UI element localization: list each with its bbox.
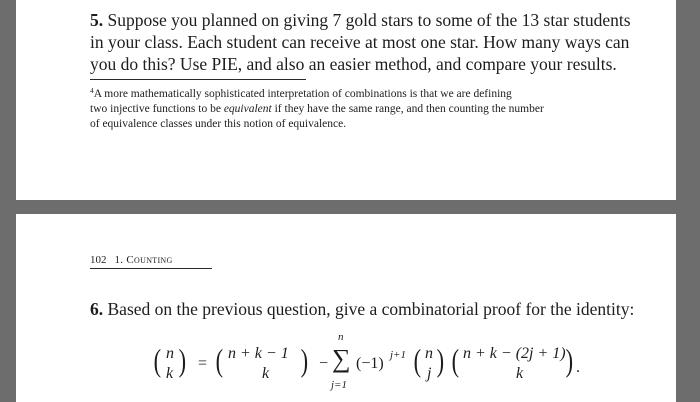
binom-bottom: k xyxy=(262,365,270,382)
summation-symbol: ∑ xyxy=(332,344,351,373)
running-head xyxy=(90,254,212,269)
problem-6-text: Based on the previous question, give a combinatorial proof for the identity: xyxy=(107,299,635,319)
left-paren: ( xyxy=(153,342,162,378)
identity-formula xyxy=(152,330,580,400)
footnote-text-2b: if they have the same range, and then counting the number xyxy=(271,103,544,115)
footnote-line-3: of equivalence classes under this notion of equivalence. xyxy=(90,118,347,130)
left-paren: ( xyxy=(215,342,224,378)
problem-5-line-3: you do this? Use PIE, and also an easier method, and compare your results. xyxy=(90,54,617,74)
problem-6 xyxy=(90,298,670,320)
equals-sign: = xyxy=(198,355,208,372)
footnote-text-2a: two injective functions to be xyxy=(90,103,224,115)
right-paren: ) xyxy=(178,342,187,378)
problem-5-line-2: in your class. Each student can receive at most one star. How many ways can xyxy=(90,32,630,52)
sum-upper-limit: n xyxy=(338,331,344,343)
binom-top: n xyxy=(425,345,433,362)
binom-bottom: k xyxy=(516,365,524,382)
footnote xyxy=(90,83,650,132)
page-bottom xyxy=(16,214,676,402)
right-paren: ) xyxy=(436,342,445,378)
binom-top: n xyxy=(166,345,174,362)
left-paren: ( xyxy=(413,342,422,378)
period: . xyxy=(576,359,580,376)
footnote-marker: 4 xyxy=(90,86,94,95)
binom-bottom: k xyxy=(166,365,174,382)
minus-sign: − xyxy=(319,355,329,372)
problem-number: 5. xyxy=(90,10,104,30)
problem-number: 6. xyxy=(90,299,104,319)
right-paren: ) xyxy=(565,342,574,378)
binom-top: n + k − (2j + 1) xyxy=(463,345,566,362)
problem-5-line-1 xyxy=(90,9,650,31)
binom-top: n + k − 1 xyxy=(228,345,289,362)
right-paren: ) xyxy=(300,342,309,378)
chapter-title: 1. Counting xyxy=(114,254,173,266)
sum-lower-limit: j=1 xyxy=(331,379,347,391)
footnote-text-1: A more mathematically sophisticated interpretation of combinations is that we are defining xyxy=(93,88,512,100)
footnote-line-1 xyxy=(90,83,650,102)
page-top xyxy=(16,0,676,200)
sign-exponent: j+1 xyxy=(390,349,406,361)
left-paren: ( xyxy=(451,342,460,378)
page-number: 102 xyxy=(90,254,107,266)
footnote-line-2 xyxy=(90,102,650,117)
footnote-rule xyxy=(90,79,306,80)
problem-5 xyxy=(90,9,650,75)
binom-bottom: j xyxy=(427,365,432,382)
sign-base: (−1) xyxy=(356,355,384,372)
footnote-emphasis: equivalent xyxy=(223,103,272,115)
problem-5-text-1: Suppose you planned on giving 7 gold stars to some of the 13 star students xyxy=(107,10,631,30)
